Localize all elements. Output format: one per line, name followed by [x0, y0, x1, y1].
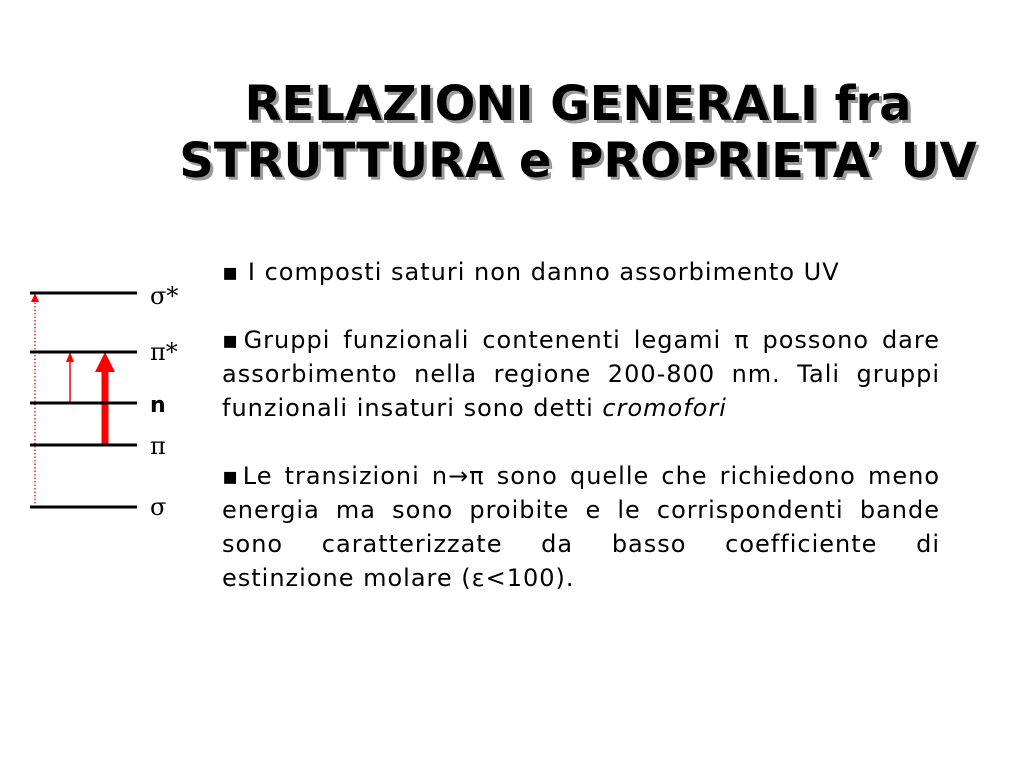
title-line-2: STRUTTURA e PROPRIETA’ UV [179, 133, 977, 189]
paragraph-line: energia ma sono proibite e le corrispondenti bande [222, 496, 940, 524]
level-label-pi-star: π* [150, 338, 178, 366]
paragraph-line: ▪Gruppi funzionali contenenti legami π possono dare [222, 326, 940, 354]
level-label-sigma: σ [150, 493, 167, 521]
level-label-pi: π [150, 432, 166, 460]
slide-body [222, 255, 940, 629]
paragraph-line: assorbimento nella regione 200-800 nm. Tali gruppi [222, 360, 940, 388]
bullet-paragraph-3 [222, 459, 940, 595]
slide-title [156, 76, 1000, 190]
bullet-paragraph-2 [222, 323, 940, 425]
energy-level-diagram [0, 0, 200, 768]
paragraph-line: ▪Le transizioni n→π sono quelle che richiedono meno [222, 462, 940, 490]
paragraph-line: ▪ I composti saturi non danno assorbimento UV [222, 258, 840, 286]
level-label-n: n [150, 393, 166, 418]
title-line-1: RELAZIONI GENERALI fra [244, 76, 912, 132]
italic-term: cromofori [602, 394, 727, 422]
sigma-sigma-star-transition-arrow [31, 293, 39, 507]
paragraph-last-line [222, 391, 940, 425]
bullet-paragraph-1 [222, 255, 940, 289]
thick-arrow-shaft [102, 370, 109, 445]
paragraph-line-text: funzionali insaturi sono detti [222, 394, 603, 422]
paragraph-last-line: estinzione molare (ε<100). [222, 564, 575, 592]
thick-arrow-head [95, 352, 115, 372]
level-label-sigma-star: σ* [150, 282, 179, 310]
n-pi-star-transition-arrow [66, 352, 74, 403]
paragraph-line: sono caratterizzate da basso coefficiente di [222, 530, 940, 558]
pi-pi-star-transition-arrow [95, 352, 115, 445]
